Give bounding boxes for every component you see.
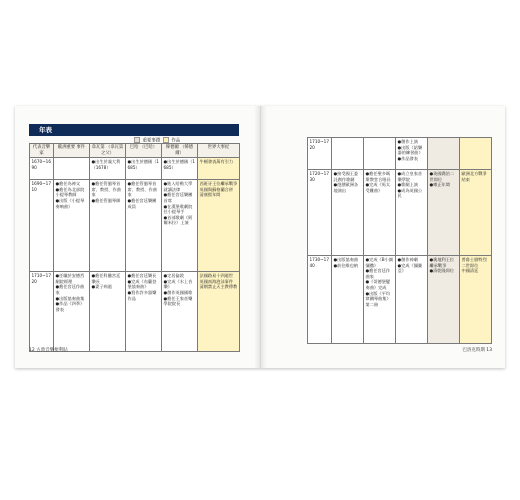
row-years: 1710~1720 (30, 272, 54, 352)
cell (332, 138, 364, 170)
row-years: 1710~1720 (308, 138, 332, 170)
running-head: 古典音樂便利貼 (36, 348, 68, 353)
legend-works-label: 作品 (171, 138, 181, 144)
cell-europe: ●擔任為神父 ●擔任為北部院小提琴教師 ●出版《小提琴奏鳴曲》 (54, 180, 90, 272)
page-number-right (462, 347, 492, 353)
section-title: 年表 (29, 124, 239, 136)
table-row (308, 170, 492, 256)
page-number: 12 (29, 348, 35, 353)
row-years: 1670~1690 (30, 158, 54, 180)
right-page (260, 106, 506, 368)
cell: ●成立皇家音樂學院 ●歌劇上演 ●成為英國公民 (396, 170, 428, 256)
cell: ●接受國王委託創作歌劇 ●遊歷歐洲各地演出 (332, 170, 364, 256)
cell: ●創作上演 ●出版《給樂器的練習曲》 ●作品發表 (396, 138, 428, 170)
cell-vivaldi: ●出生於義大利（1678） (90, 158, 126, 180)
column-header: 歐洲重要 事件 (54, 144, 90, 158)
cell-europe: ●任職於安德烈劇院經理 ●擔任宮廷作曲家 ●出版協奏曲集 ●作品《四季》發表 (54, 272, 90, 352)
cell-world: 牛頓發表萬有引力 (198, 158, 240, 180)
cell-handel: ●出生於德國（1685） (162, 158, 198, 180)
running-head: 巴洛克時期 (462, 348, 485, 353)
cell: 普魯士腓特烈二世即位 中國清廷 (460, 256, 492, 344)
timeline-table-left (29, 143, 240, 352)
table-row (30, 180, 240, 272)
row-years: 1720~1730 (308, 170, 332, 256)
column-header: 代表音樂家 (30, 144, 54, 158)
cell: ●出版協奏曲 ●前往維也納 (332, 256, 364, 344)
cell-bach: ●出生於德國（1685） (126, 158, 162, 180)
cell-handel: ●定居倫敦 ●完成《水上音樂》 ●創作英國國歌 ●擔任王家音樂學院院長 (162, 272, 198, 352)
legend-historical-label: 重要事蹟 (142, 138, 161, 144)
cell-bach: ●擔任宮廷樂長 ●完成《布蘭登堡協奏曲》 ●寫作許多器樂作品 (126, 272, 162, 352)
table-row (30, 272, 240, 352)
cell-bach: ●擔任管風琴首席、教授、作曲家 ●擔任宮廷樂團成員 (126, 180, 162, 272)
cell: ●創作神劇 ●完成《彌賽亞》 (396, 256, 428, 344)
row-years: 1730~1740 (308, 256, 332, 344)
cell-vivaldi: ●擔任科騰宮廷樂長 ●妻子病逝 (90, 272, 126, 352)
book-spread (15, 106, 505, 368)
cell-handel: ●進入哈勒大學就讀法律 ●擔任宮廷樂團首席 ●在漢堡歌劇院任小提琴手 ●首部歌劇《阿爾米拉》上演 (162, 180, 198, 272)
table-row (308, 256, 492, 344)
cell: ●英國喬治二世即位 ●雍正年間 (428, 170, 460, 256)
page-number-left (29, 347, 68, 353)
cell-vivaldi: ●擔任管風琴首席、教授、作曲家 ●擔任管風琴師 (90, 180, 126, 272)
cell-world: 西班牙王位繼承戰爭 英國與蘇格蘭合併 清康熙年間 (198, 180, 240, 272)
table-row (308, 138, 492, 170)
table-header-row (30, 144, 240, 158)
page-number: 13 (486, 348, 492, 353)
row-years: 1690~1710 (30, 180, 54, 272)
cell: 歐洲北方戰爭結束 (460, 170, 492, 256)
cell (460, 138, 492, 170)
left-page (15, 106, 260, 368)
column-header: 世界大事紀 (198, 144, 240, 158)
timeline-table-right (307, 137, 492, 344)
cell (428, 138, 460, 170)
column-header: 巴哈 （巴哈） (126, 144, 162, 158)
cell: ●完成《B小調彌撒》 ●擔任宮廷作曲家 ●《哥德堡變奏曲》完成 ●出版《平均律鋼琴曲集》第二冊 (364, 256, 396, 344)
column-header: 韋瓦第 （韋瓦第之父） (90, 144, 126, 158)
table-row (30, 158, 240, 180)
cell: ●擔任聖多瑪斯教堂合唱長 ●完成《馬太受難曲》 (364, 170, 396, 256)
cell-world: 法國路易十四逝世 英國南海泡沫事件 清朝禁止天主教傳教 (198, 272, 240, 352)
column-header: 韓德爾 （韓德爾） (162, 144, 198, 158)
cell (364, 138, 396, 170)
cell-europe (54, 158, 90, 180)
cell: ●奧地利王位繼承戰爭 ●清乾隆即位 (428, 256, 460, 344)
